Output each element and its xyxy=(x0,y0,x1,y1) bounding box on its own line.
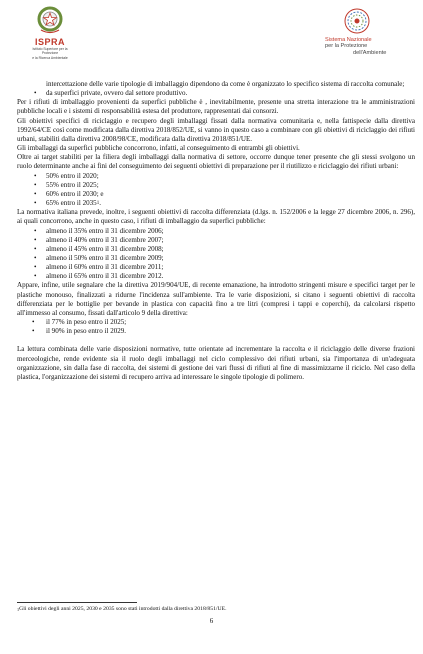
paragraph-1: Per i rifiuti di imballaggio provenienti da superfici pubbliche è , inevitabilmente, presente una stretta interazione tra le amministrazioni pubbliche locali e i sistemi di responsabilità estesa del produttore, rappresentati dai consorzi. xyxy=(17,98,415,116)
list-item: • 50% entro il 2020; xyxy=(17,172,415,181)
snpa-line-2: per la Protezione xyxy=(325,43,368,50)
italian-emblem-icon xyxy=(35,4,65,36)
footnote xyxy=(17,606,227,613)
list-item: • almeno il 65% entro il 31 dicembre 2012. xyxy=(17,272,415,281)
document-body xyxy=(17,80,415,382)
paragraph-4: Oltre ai target stabiliti per la filiera degli imballaggi dalla normativa di settore, occorre dunque tener presente che gli stessi svolgono un ruolo determinante anche ai fini del conseguimento dei seguenti obiettivi di preparazione per il riutilizzo e riciclaggio dei rifiuti urbani: xyxy=(17,153,415,171)
list-item: • 55% entro il 2025; xyxy=(17,181,415,190)
target-text: 65% entro il 2035 xyxy=(46,199,97,208)
ispra-subtitle-2: e la Ricerca Ambientale xyxy=(32,55,68,60)
list-item: • il 77% in peso entro il 2025; xyxy=(17,318,415,327)
footnote-text: Gli obiettivi degli anni 2025, 2030 e 2035 sono stati introdotti dalla direttiva 2018/851/UE. xyxy=(19,606,227,612)
footnote-number: 1 xyxy=(17,607,20,612)
footnote-marker[interactable]: 1 xyxy=(96,201,100,207)
paragraph-7: La lettura combinata delle varie disposizioni normative, tutte orientate ad incrementare la raccolta e il riciclaggio delle diverse frazioni merceologiche, rende evidente sia il ruolo degli imballaggi nel ciclo complessivo dei rifiuti urbani, sia l'importanza di un'adeguata organizzazione, sin dalla fase di raccolta, dei sistemi di gestione dei vari flussi di rifiuti al fine di massimizzarne il riciclo. Nel caso della plastica, l'organizzazione dei sistemi di recupero arriva ad interessare le singole tipologie di polimero. xyxy=(17,345,415,381)
list-item: • almeno il 45% entro il 31 dicembre 2008; xyxy=(17,245,415,254)
snpa-globe-icon xyxy=(342,6,372,36)
snpa-line-1: Sistema Nazionale xyxy=(325,37,372,43)
ispra-name: ISPRA xyxy=(34,37,65,47)
ispra-subtitle-1: Istituto Superiore per la Protezione xyxy=(32,47,68,55)
list-item: • il 90% in peso entro il 2029. xyxy=(17,327,415,336)
target-end: . xyxy=(99,199,101,208)
list-item xyxy=(17,199,415,208)
paragraph-2: Gli obiettivi specifici di riciclaggio e recupero degli imballaggi fissati dalla normativa comunitaria e, nella fattispecie dalla direttiva 1992/64/CE così come modificata dalla direttiva 2018/852/UE, si vanno in questo caso a combinare con gli obiettivi di riciclaggio dei rifiuti urbani, stabiliti dalla direttiva 2008/98/CE, modificata dalla direttiva 2018/851/UE. xyxy=(17,116,415,143)
page-number: 6 xyxy=(209,617,214,625)
list-item: • almeno il 50% entro il 31 dicembre 2009; xyxy=(17,254,415,263)
paragraph-3: Gli imballaggi da superfici pubbliche concorrono, infatti, al conseguimento di entrambi gli obiettivi. xyxy=(17,144,300,153)
footnote-divider xyxy=(17,602,137,603)
list-item: • da superfici private, ovvero dal settore produttivo. xyxy=(17,89,415,98)
spacer xyxy=(17,336,415,345)
continued-text: intercettazione delle varie tipologie di imballaggio dipendono da come è organizzato lo specifico sistema di raccolta comunale; xyxy=(46,80,405,88)
snpa-name xyxy=(309,37,405,56)
page-header xyxy=(0,0,423,78)
paragraph-5: La normativa italiana prevede, inoltre, i seguenti obiettivi di raccolta differenziata (d.lgs. n. 152/2006 e la legge 27 dicembre 2006, n. 296), ai quali concorrono, anche in questo caso, i rifiuti di imballaggio da superfici pubbliche: xyxy=(17,208,415,226)
ispra-logo xyxy=(24,4,76,61)
paragraph-6: Appare, infine, utile segnalare che la direttiva 2019/904/UE, di recente emanazione, ha introdotto stringenti misure e specifici target per le plastiche monouso, finalizzati a ridurne l'incidenza sull'ambiente. Tra le varie disposizioni, si citano i seguenti obiettivi di raccolta differenziata per le bottiglie per bevande in plastica con capacità fino a tre litri (compresi i tappi e coperchi), da calcolarsi rispetto all'immesso al consumo, fissati dall'articolo 9 della direttiva: xyxy=(17,281,415,317)
list-item: • 60% entro il 2030; e xyxy=(17,190,415,199)
snpa-logo xyxy=(309,6,405,56)
list-item: • almeno il 60% entro il 31 dicembre 2011; xyxy=(17,263,415,272)
list-item: • almeno il 35% entro il 31 dicembre 2006; xyxy=(17,227,415,236)
snpa-line-3: dell'Ambiente xyxy=(353,49,387,56)
list-item: • almeno il 40% entro il 31 dicembre 2007; xyxy=(17,236,415,245)
